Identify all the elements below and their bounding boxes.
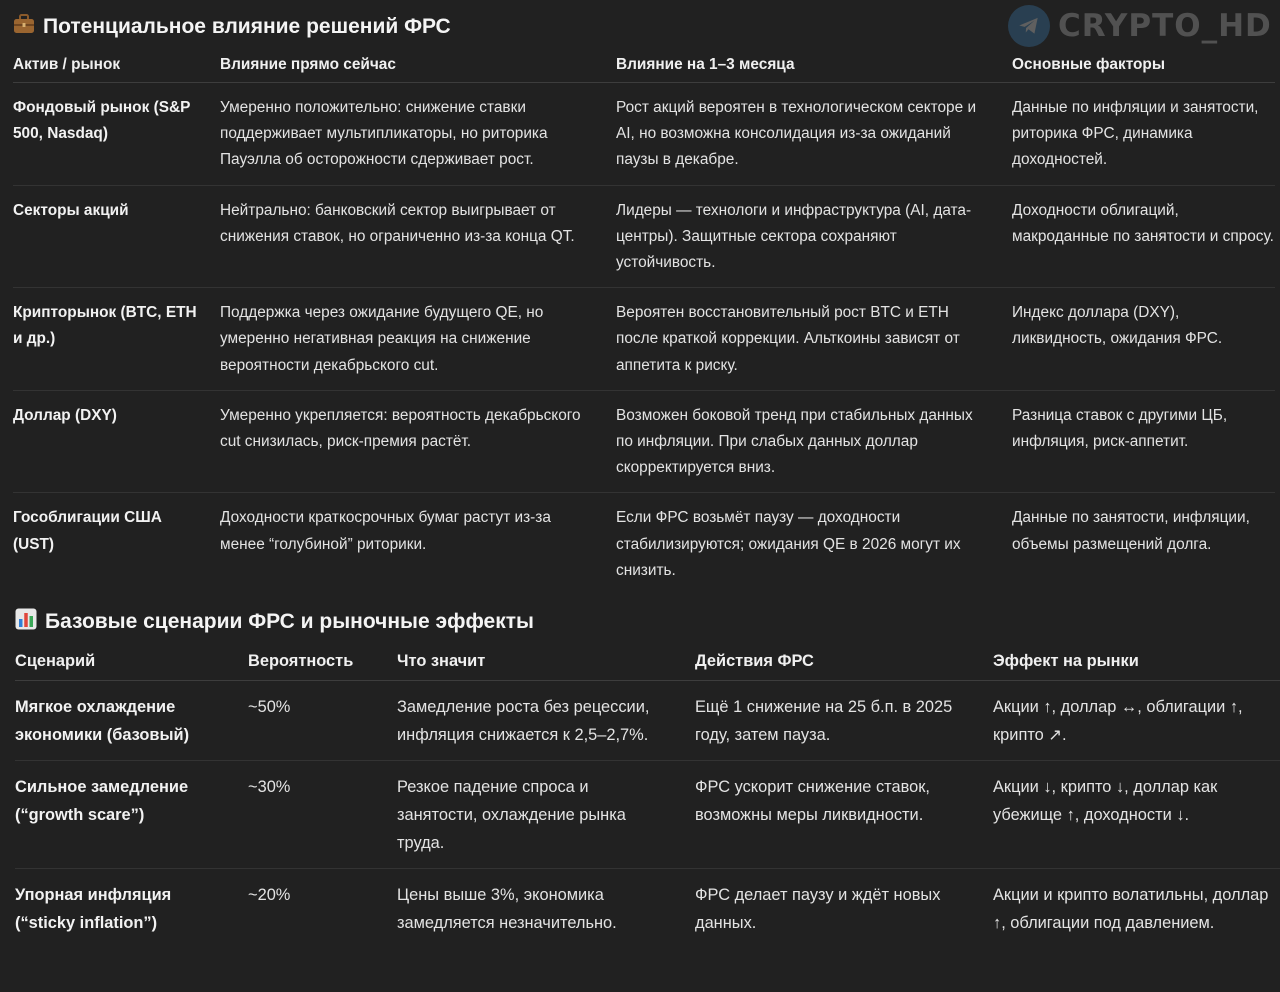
column-header-meaning: Что значит [397, 647, 695, 681]
impact-months-cell [616, 390, 1012, 493]
scenario-cell [15, 761, 248, 869]
cell-text: Возможен боковой тренд при стабильных данных по инфляции. При слабых данных доллар скорректируется вниз. [616, 406, 973, 477]
bar-chart-icon [15, 608, 37, 636]
column-header-scenario: Сценарий [15, 647, 248, 681]
cell-text: Рост акций вероятен в технологическом секторе и AI, но возможна консолидация из-за ожиданий паузы в декабре. [616, 99, 977, 169]
cell-text: Секторы акций [13, 201, 129, 219]
table-row [15, 681, 1280, 761]
scenario-cell [15, 869, 248, 949]
cell-text: Упорная инфляция (“sticky inflation”) [15, 886, 172, 932]
cell-text: ~20% [248, 886, 291, 904]
table-row [13, 390, 1275, 493]
impact-now-cell [220, 185, 616, 288]
fed-actions-cell [695, 681, 993, 761]
section-title-scenarios [15, 608, 534, 636]
cell-text: Разница ставок с другими ЦБ, инфляция, риск-аппетит. [1012, 406, 1228, 451]
impact-now-cell [220, 390, 616, 493]
cell-text: Замедление роста без рецессии, инфляция снижается к 2,5–2,7%. [397, 698, 650, 744]
factors-cell [1012, 288, 1275, 391]
market-effect-cell [993, 869, 1280, 949]
column-header-market-effect: Эффект на рынки [993, 647, 1280, 681]
cell-text: Умеренно укрепляется: вероятность декабрьского cut снизилась, риск-премия растёт. [220, 406, 581, 451]
cell-text: Поддержка через ожидание будущего QE, но умеренно негативная реакция на снижение вероятности декабрьского cut. [220, 304, 544, 374]
impact-now-cell [220, 493, 616, 595]
impact-months-cell [616, 185, 1012, 288]
cell-text: Нейтрально: банковский сектор выигрывает от снижения ставок, но ограниченно из-за конца QT. [220, 201, 575, 245]
cell-text: Мягкое охлаждение экономики (базовый) [15, 698, 190, 744]
column-header-impact-1-3-months: Влияние на 1–3 месяца [616, 52, 1012, 83]
cell-text: Если ФРС возьмёт паузу — доходности стабилизируются; ожидания QE в 2026 могут их снизить. [616, 509, 961, 579]
fed-actions-cell [695, 869, 993, 949]
cell-text: ФРС делает паузу и ждёт новых данных. [695, 886, 941, 932]
factors-cell [1012, 493, 1275, 595]
asset-cell [13, 83, 220, 186]
table-row [13, 288, 1275, 391]
cell-text: Акции ↓, крипто ↓, доллар как убежище ↑, доходности ↓. [993, 778, 1218, 824]
column-header-fed-actions: Действия ФРС [695, 647, 993, 681]
table-row [15, 761, 1280, 869]
cell-text: ~50% [248, 698, 291, 716]
briefcase-icon [13, 14, 35, 40]
column-header-asset: Актив / рынок [13, 52, 220, 83]
cell-text: Данные по занятости, инфляции, объемы размещений долга. [1012, 509, 1250, 553]
column-header-impact-now: Влияние прямо сейчас [220, 52, 616, 83]
cell-text: Лидеры — технологи и инфраструктура (AI, дата-центры). Защитные сектора сохраняют устойчивость. [616, 201, 972, 272]
table-row [15, 869, 1280, 949]
asset-cell [13, 390, 220, 493]
cell-text: Фондовый рынок (S&P 500, Nasdaq) [13, 99, 191, 143]
cell-text: Ещё 1 снижение на 25 б.п. в 2025 году, затем пауза. [695, 698, 953, 744]
table-header-row [15, 647, 1280, 681]
scenario-cell [15, 681, 248, 761]
cell-text: Цены выше 3%, экономика замедляется незначительно. [397, 886, 617, 932]
factors-cell [1012, 185, 1275, 288]
asset-cell [13, 493, 220, 595]
section-title-text: Потенциальное влияние решений ФРС [43, 15, 451, 38]
table-row [13, 493, 1275, 595]
impact-months-cell [616, 493, 1012, 595]
cell-text: Умеренно положительно: снижение ставки поддерживает мультипликаторы, но риторика Пауэлла об осторожности сдерживает рост. [220, 99, 548, 169]
cell-text: ФРС ускорит снижение ставок, возможны меры ликвидности. [695, 778, 930, 824]
cell-text: Крипторынок (BTC, ETH и др.) [13, 304, 197, 348]
watermark-text: CRYPTO_HD [1058, 8, 1272, 44]
cell-text: Доходности краткосрочных бумаг растут из-за менее “голубиной” риторики. [220, 509, 551, 553]
cell-text: Гособлигации США (UST) [13, 509, 162, 553]
cell-text: ~30% [248, 778, 291, 796]
cell-text: Сильное замедление (“growth scare”) [15, 778, 189, 824]
asset-cell [13, 288, 220, 391]
cell-text: Вероятен восстановительный рост BTC и ETH после краткой коррекции. Альткоины зависят от аппетита к риску. [616, 304, 960, 374]
market-effect-cell [993, 681, 1280, 761]
probability-cell [248, 681, 397, 761]
factors-cell [1012, 390, 1275, 493]
cell-text: Индекс доллара (DXY), ликвидность, ожидания ФРС. [1012, 304, 1223, 348]
impact-table [13, 52, 1275, 595]
cell-text: Акции ↑, доллар ↔, облигации ↑, крипто ↗. [993, 698, 1243, 744]
section-title-text: Базовые сценарии ФРС и рыночные эффекты [45, 610, 534, 633]
meaning-cell [397, 681, 695, 761]
table-header-row [13, 52, 1275, 83]
impact-now-cell [220, 83, 616, 186]
probability-cell [248, 869, 397, 949]
cell-text: Резкое падение спроса и занятости, охлаждение рынка труда. [397, 778, 626, 852]
cell-text: Доходности облигаций, макроданные по занятости и спросу. [1012, 201, 1274, 245]
asset-cell [13, 185, 220, 288]
market-effect-cell [993, 761, 1280, 869]
meaning-cell [397, 761, 695, 869]
table-row [13, 185, 1275, 288]
cell-text: Доллар (DXY) [13, 406, 117, 424]
watermark [1008, 2, 1272, 50]
impact-months-cell [616, 83, 1012, 186]
meaning-cell [397, 869, 695, 949]
column-header-probability: Вероятность [248, 647, 397, 681]
telegram-icon [1008, 5, 1050, 47]
cell-text: Акции и крипто волатильны, доллар ↑, облигации под давлением. [993, 886, 1269, 932]
column-header-key-factors: Основные факторы [1012, 52, 1275, 83]
cell-text: Данные по инфляции и занятости, риторика ФРС, динамика доходностей. [1012, 99, 1259, 169]
impact-months-cell [616, 288, 1012, 391]
scenarios-table [15, 647, 1280, 948]
factors-cell [1012, 83, 1275, 186]
probability-cell [248, 761, 397, 869]
impact-now-cell [220, 288, 616, 391]
fed-actions-cell [695, 761, 993, 869]
table-row [13, 83, 1275, 186]
section-title-impact [13, 14, 451, 40]
